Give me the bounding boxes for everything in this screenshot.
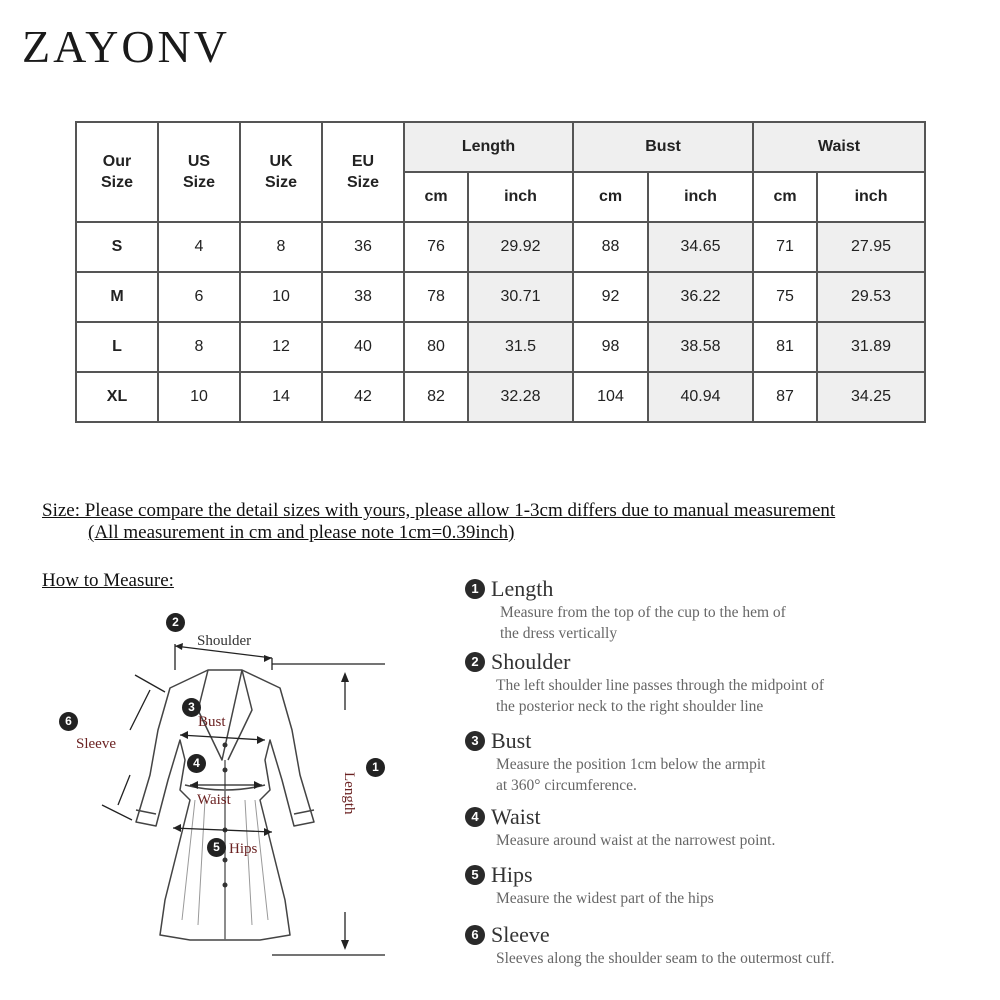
badge-6: 6 (465, 925, 485, 945)
cell-bust-inch: 38.58 (648, 322, 753, 372)
cell-length-inch: 32.28 (468, 372, 573, 422)
instruction-desc-line: at 360° circumference. (496, 777, 637, 794)
header-uk-size: UK Size (240, 122, 322, 222)
cell-length-cm: 82 (404, 372, 468, 422)
instruction-shoulder (465, 649, 985, 717)
cell-waist-cm: 75 (753, 272, 817, 322)
cell-eu: 38 (322, 272, 404, 322)
cell-bust-cm: 92 (573, 272, 648, 322)
header-bust-inch: inch (648, 172, 753, 222)
instruction-waist (465, 804, 985, 851)
diagram-label-shoulder: Shoulder (197, 633, 252, 649)
instruction-title: Sleeve (491, 922, 550, 947)
header-length-cm: cm (404, 172, 468, 222)
instruction-desc-line: Measure around waist at the narrowest point. (496, 832, 776, 849)
cell-uk: 12 (240, 322, 322, 372)
diagram-label-bust: Bust (198, 714, 226, 730)
size-note-line-1: Size: Please compare the detail sizes with yours, please allow 1-3cm differs due to manual measurement (42, 500, 836, 521)
cell-length-inch: 31.5 (468, 322, 573, 372)
cell-us: 8 (158, 322, 240, 372)
cell-waist-inch: 29.53 (817, 272, 925, 322)
header-eu-size: EU Size (322, 122, 404, 222)
badge-waist: 4 (187, 754, 206, 773)
instruction-desc-line: The left shoulder line passes through the midpoint of (496, 677, 825, 694)
waist-arrowhead-right (254, 781, 262, 789)
size-note (42, 500, 835, 544)
badge-2: 2 (465, 652, 485, 672)
instruction-desc-line: the posterior neck to the right shoulder line (496, 698, 764, 715)
cell-uk: 8 (240, 222, 322, 272)
dress-illustration (40, 600, 440, 970)
cell-length-cm: 80 (404, 322, 468, 372)
instruction-desc-line: Measure the position 1cm below the armpit (496, 756, 766, 773)
badge-4: 4 (465, 807, 485, 827)
cell-eu: 42 (322, 372, 404, 422)
badge-3: 3 (465, 731, 485, 751)
cell-us: 6 (158, 272, 240, 322)
cell-uk: 10 (240, 272, 322, 322)
badge-length: 1 (366, 758, 385, 777)
cell-waist-cm: 87 (753, 372, 817, 422)
table-row (76, 272, 925, 322)
cell-waist-inch: 31.89 (817, 322, 925, 372)
instruction-hips (465, 862, 985, 909)
table-row (76, 322, 925, 372)
diagram-label-hips: Hips (229, 841, 258, 857)
bust-arrowhead-right (257, 736, 265, 744)
bust-arrow (180, 735, 265, 740)
header-bust: Bust (573, 122, 753, 172)
how-to-measure-heading: How to Measure: (42, 570, 174, 591)
cell-bust-cm: 98 (573, 322, 648, 372)
table-row (76, 222, 925, 272)
header-bust-cm: cm (573, 172, 648, 222)
sleeve-arrow-bottom (118, 775, 130, 805)
shoulder-arrowhead-right (264, 655, 272, 662)
instruction-title: Shoulder (491, 649, 571, 674)
dress-measure-diagram (40, 600, 440, 970)
cell-size: L (76, 322, 158, 372)
instruction-title: Length (491, 576, 554, 601)
cell-size: XL (76, 372, 158, 422)
cell-eu: 40 (322, 322, 404, 372)
header-us-size: US Size (158, 122, 240, 222)
instruction-desc-line: the dress vertically (500, 625, 618, 642)
cell-waist-inch: 27.95 (817, 222, 925, 272)
hips-arrow (173, 828, 272, 832)
header-waist-cm: cm (753, 172, 817, 222)
badge-sleeve: 6 (59, 712, 78, 731)
cell-us: 4 (158, 222, 240, 272)
cell-bust-cm: 88 (573, 222, 648, 272)
cell-us: 10 (158, 372, 240, 422)
cell-size: S (76, 222, 158, 272)
cell-size: M (76, 272, 158, 322)
length-arrowhead-top (341, 672, 349, 682)
cell-bust-inch: 36.22 (648, 272, 753, 322)
cell-waist-inch: 34.25 (817, 372, 925, 422)
cell-bust-inch: 34.65 (648, 222, 753, 272)
diagram-label-waist: Waist (197, 792, 231, 808)
header-our-size: Our Size (76, 122, 158, 222)
instruction-desc-line: Sleeves along the shoulder seam to the outermost cuff. (496, 950, 835, 967)
waist-arrowhead-left (190, 781, 198, 789)
instruction-title: Bust (491, 728, 532, 753)
cell-length-inch: 29.92 (468, 222, 573, 272)
badge-1: 1 (465, 579, 485, 599)
instruction-sleeve (465, 922, 985, 969)
badge-shoulder: 2 (166, 613, 185, 632)
sleeve-tick-top (135, 675, 165, 692)
badge-hips: 5 (207, 838, 226, 857)
cell-eu: 36 (322, 222, 404, 272)
instruction-bust (465, 728, 985, 796)
sleeve-tick-bottom (102, 805, 132, 820)
diagram-label-sleeve: Sleeve (76, 736, 116, 752)
cell-length-cm: 78 (404, 272, 468, 322)
instruction-desc-line: Measure the widest part of the hips (496, 890, 714, 907)
header-waist-inch: inch (817, 172, 925, 222)
bust-arrowhead-left (180, 731, 188, 739)
length-arrowhead-bottom (341, 940, 349, 950)
size-chart-table (75, 121, 926, 423)
cell-waist-cm: 71 (753, 222, 817, 272)
header-length-inch: inch (468, 172, 573, 222)
cell-length-inch: 30.71 (468, 272, 573, 322)
diagram-label-length: Length (341, 772, 357, 815)
instruction-length (465, 576, 985, 644)
brand-logo: ZAYONV (22, 21, 230, 72)
header-waist: Waist (753, 122, 925, 172)
hips-arrowhead-left (173, 824, 181, 832)
shoulder-arrowhead-left (175, 643, 183, 650)
sleeve-arrow-top (130, 690, 150, 730)
cell-uk: 14 (240, 372, 322, 422)
badge-5: 5 (465, 865, 485, 885)
size-note-line-2: (All measurement in cm and please note 1cm=0.39inch) (88, 522, 515, 543)
instruction-title: Waist (491, 804, 541, 829)
cell-length-cm: 76 (404, 222, 468, 272)
badge-bust: 3 (182, 698, 201, 717)
cell-waist-cm: 81 (753, 322, 817, 372)
instruction-title: Hips (491, 862, 533, 887)
cell-bust-cm: 104 (573, 372, 648, 422)
header-length: Length (404, 122, 573, 172)
cell-bust-inch: 40.94 (648, 372, 753, 422)
table-row (76, 372, 925, 422)
instruction-desc-line: Measure from the top of the cup to the hem of (500, 604, 786, 621)
